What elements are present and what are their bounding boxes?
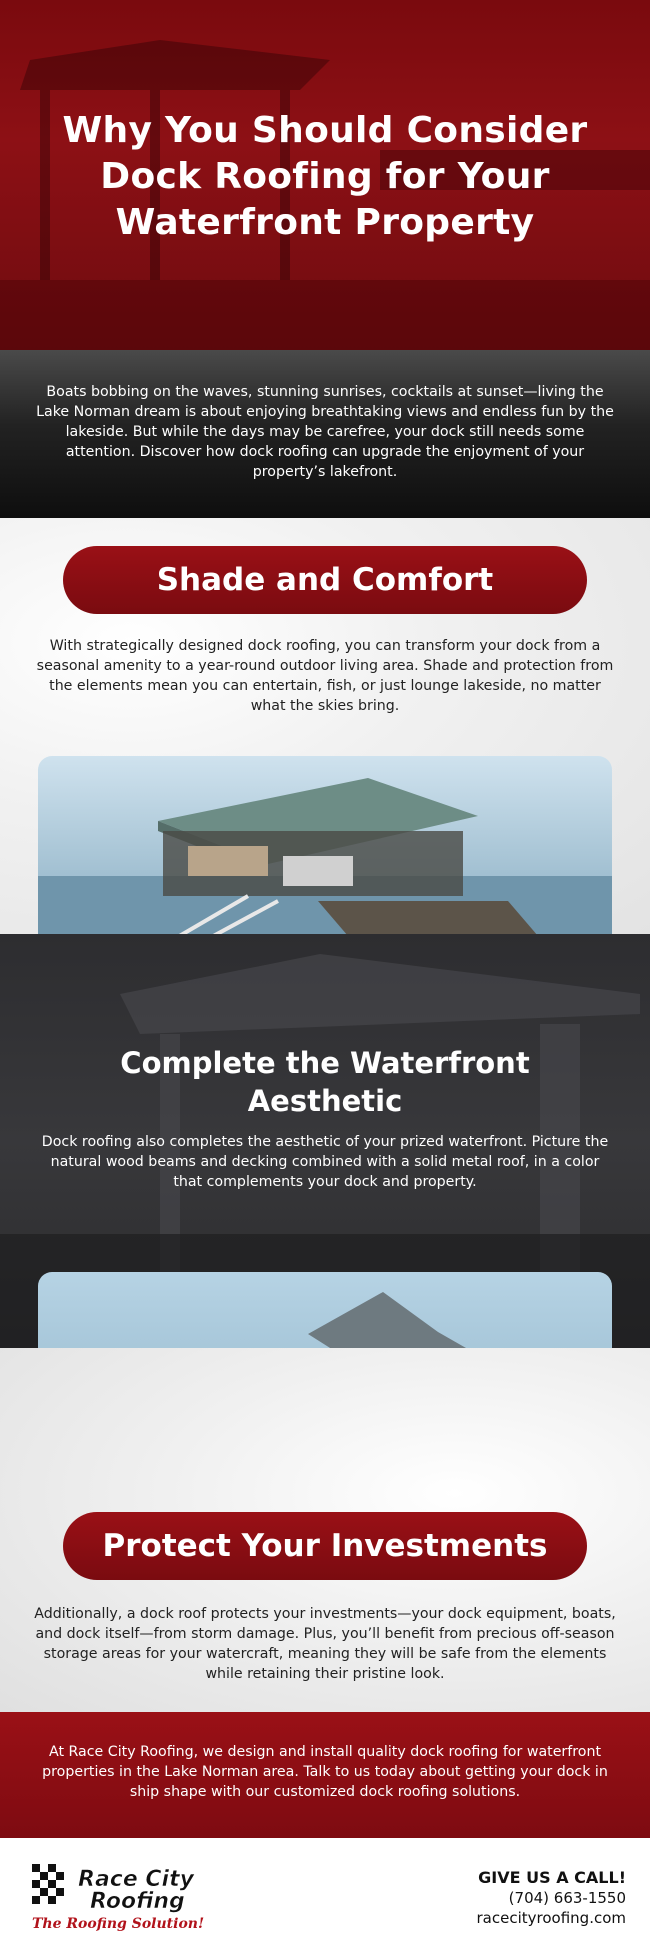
protect-investments-heading: Protect Your Investments bbox=[63, 1512, 587, 1580]
race-city-roofing-logo[interactable] bbox=[28, 1858, 228, 1938]
logo-line2: Roofing bbox=[90, 1889, 185, 1914]
contact-block bbox=[477, 1868, 626, 1928]
aesthetic-heading: Complete the Waterfront Aesthetic bbox=[120, 1046, 530, 1118]
cta-section bbox=[0, 1712, 650, 1838]
logo-line1: Race City bbox=[78, 1867, 194, 1892]
shade-comfort-text: With strategically designed dock roofing, you can transform your dock from a seasonal amenity to a year-round outdoor living area. Shade and protection from the elements mean you can entertain, fish, or just lounge lakeside, no matter what the skies bring. bbox=[36, 638, 614, 714]
page-title: Why You Should Consider Dock Roofing for Your Waterfront Property bbox=[62, 110, 588, 243]
checkered-flag-icon bbox=[32, 1864, 64, 1904]
hero-banner bbox=[0, 0, 650, 350]
cta-text: At Race City Roofing, we design and install quality dock roofing for waterfront properties in the Lake Norman area. Talk to us today about getting your dock in ship shape with our customized dock roofing solutions. bbox=[42, 1744, 608, 1800]
phone-number[interactable]: (704) 663-1550 bbox=[508, 1889, 626, 1907]
footer bbox=[0, 1838, 650, 1950]
shade-comfort-heading: Shade and Comfort bbox=[63, 546, 587, 614]
aesthetic-text: Dock roofing also completes the aesthetic of your prized waterfront. Picture the natural wood beams and decking combined with a solid metal roof, in a color that complements your dock and property. bbox=[41, 1134, 609, 1190]
call-label: GIVE US A CALL! bbox=[478, 1868, 626, 1887]
protect-investments-section bbox=[0, 1348, 650, 1712]
intro-section bbox=[0, 350, 650, 518]
protect-investments-text: Additionally, a dock roof protects your investments—your dock equipment, boats, and dock itself—from storm damage. Plus, you’ll benefit from precious off-season storage areas for your watercraft, meaning they will be safe from the elements while retaining their pristine look. bbox=[34, 1606, 616, 1682]
intro-text: Boats bobbing on the waves, stunning sunrises, cocktails at sunset—living the Lake Norman dream is about enjoying breathtaking views and endless fun by the lakeside. But while the days may be carefree, your dock still needs some attention. Discover how dock roofing can upgrade the enjoyment of your property’s lakefront. bbox=[36, 384, 614, 480]
website-link[interactable]: racecityroofing.com bbox=[476, 1909, 626, 1927]
logo-tagline: The Roofing Solution! bbox=[32, 1916, 205, 1932]
